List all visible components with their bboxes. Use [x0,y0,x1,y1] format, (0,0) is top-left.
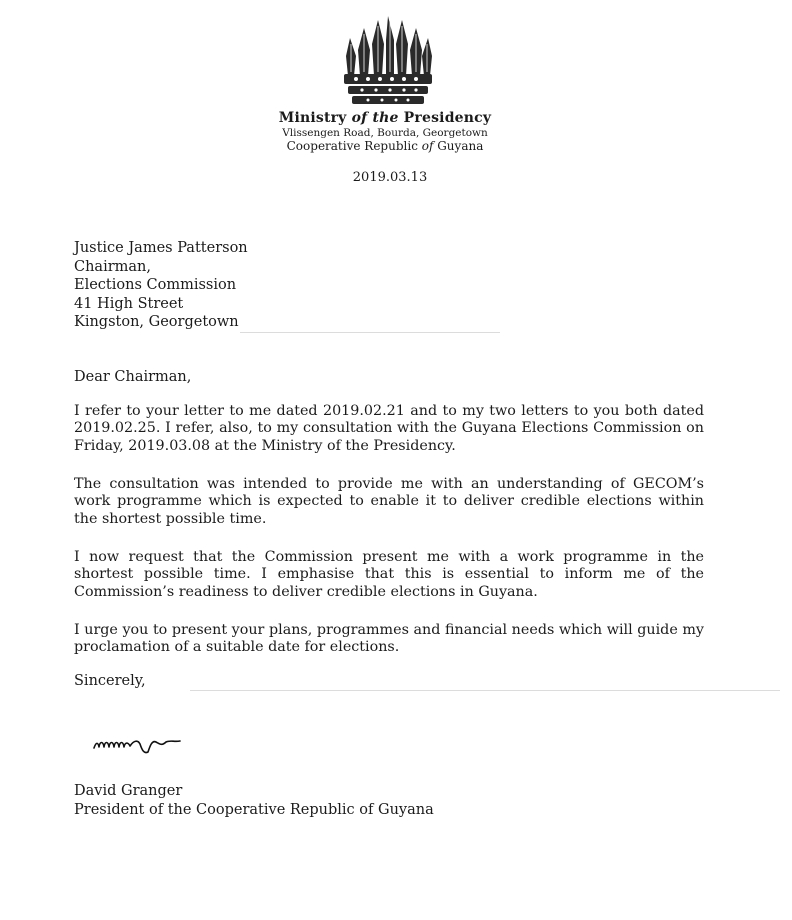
signer-name: David Granger [74,783,183,799]
body-paragraph: I refer to your letter to me dated 2019.02.21 and to my two letters to you both dated 2019.02.25. I refer, also, to my consultation with the Guyana Elections Commission on Friday, 2019.03.08 at the Ministry of the Presidency. [74,403,704,454]
body-paragraph: I urge you to present your plans, programmes and financial needs which will guide my proclamation of a suitable date for elections. [74,622,704,656]
handwritten-signature [90,728,190,756]
salutation: Dear Chairman, [74,369,192,385]
recipient-city: Kingston, Georgetown [74,314,239,330]
signer-block [74,782,434,820]
presidency-crest-logo [336,16,440,112]
body-paragraph: I now request that the Commission present me with a work programme in the shortest possible time. I emphasise that this is essential to inform me of the Commission’s readiness to deliver credible elections in Guyana. [74,549,704,600]
scan-artifact-line [240,332,500,333]
signer-title: President of the Cooperative Republic of Guyana [74,802,434,818]
letterhead [230,110,540,154]
recipient-title: Chairman, [74,258,151,275]
recipient-name: Justice James Patterson [74,240,248,256]
recipient-street: 41 High Street [74,295,184,312]
body-paragraph: The consultation was intended to provide me with an understanding of GECOM’s work programme which is expected to enable it to deliver credible elections within the shortest possible time. [74,476,704,527]
letter-date: 2019.03.13 [352,170,428,185]
recipient-address-block [74,239,248,332]
ministry-name: Ministry of the Presidency [278,110,492,126]
recipient-organization: Elections Commission [74,277,237,293]
republic-name: Cooperative Republic of Guyana [286,139,484,154]
ministry-address: Vlissengen Road, Bourda, Georgetown [282,126,488,139]
closing: Sincerely, [74,673,146,689]
scan-artifact-line [190,690,780,691]
